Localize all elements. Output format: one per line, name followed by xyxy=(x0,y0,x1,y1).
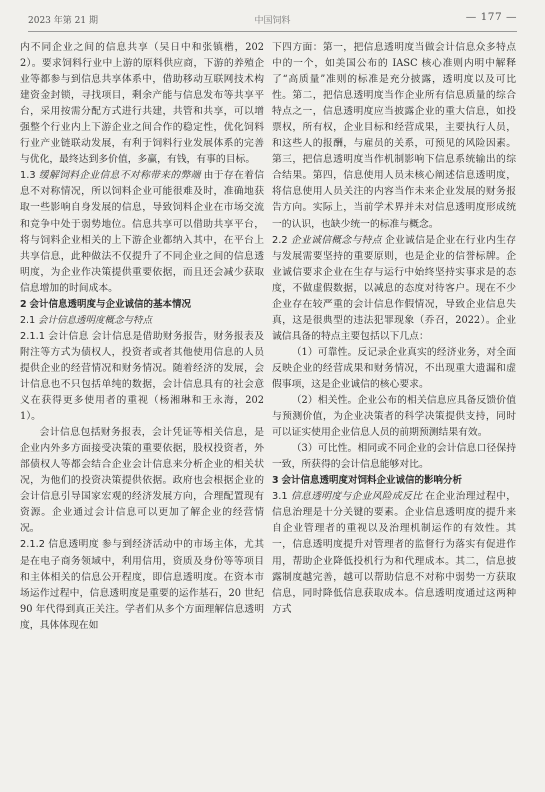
list-item: （1）可靠性。反记录企业真实的经济业务，对全面反映企业的经营成果和财务情况，不出现重大遗漏和虚假事项，这是企业诚信的核心要求。 xyxy=(272,346,516,390)
section-heading: 企业诚信概念与特点 xyxy=(290,234,382,246)
section-heading: 缓解饲料企业信息不对称带来的弊端 xyxy=(38,170,201,182)
right-column xyxy=(272,40,516,618)
section-3-1-paragraph: 3.1 信息透明度与企业风险成反比 在企业治理过程中，信息治理是十分关键的要素。企业信息透明度的提升来自企业管理者的重视以及治理机制运作的有效性。其一，信息透明度提升对管理者的监督行为落实有促进作用，帮助企业降低投机行为和代理成本。其二，信息披露制度越完善，越可以帮助信息不对称中弱势一方获取信息，同时降低信息获取成本。信息透明度通过这两种方式 xyxy=(272,491,517,615)
section-1-3-paragraph xyxy=(20,168,264,296)
section-2-1-2-paragraph: 2.1.2 信息透明度 参与到经济活动中的市场主体，尤其是在电子商务领域中，利用信用，资质及身份等等项目和主体相关的信息公开程度，即信息透明度。在资本市场运作过程中，信息透明度是重要的运作基石，20 世纪 90 年代得到真正关注。学者们从多个方面理解信息透明度，具体体现在如 xyxy=(20,539,265,631)
section-heading: 会计信息 xyxy=(47,330,89,342)
section-2-heading: 2 会计信息透明度与企业诚信的基本情况 xyxy=(20,298,191,310)
section-body: 会计信息是借助财务报告，财务报表及附注等方式为债权人，投资者或者其他使用信息的人员提供企业的经营情况和财务情况。随着经济的发展，会计信息也不只包括单纯的数据，会计信息具有的社会意义在获得更多使用者的重视（杨湘琳和王永海，2021）。 xyxy=(20,330,265,423)
paragraph: 内不同企业之间的信息共享（吴日中和张镇楷，2022）。要求饲料行业中上游的原料供应商，下游的养殖企业等都参与到信息共享体系中，借助移动互联网技术构建资金封锁，寻找项目，剩余产能与信息发布等共享平台，采用按需分配方式进行共建，共管和共享，可以增强整个行业内上下游企业之间合作的稳定性，优化饲料行业产业链联动发展，有利于饲料行业发展体系的完善与优化，最终达到多价值，多赢，有钱，有事的目标。 xyxy=(20,42,264,166)
list-item: （3）可比性。相同或不同企业的会计信息口径保持一致，所获得的会计信息能够对比。 xyxy=(272,443,516,471)
section-3-heading: 3 会计信息透明度对饲料企业诚信的影响分析 xyxy=(272,475,462,487)
header-rule xyxy=(28,31,517,32)
section-body: 在企业治理过程中，信息治理是十分关键的要素。企业信息透明度的提升来自企业管理者的重视以及治理机制运作的有效性。其一，信息透明度提升对管理者的监督行为落实有促进作用，帮助企业降低投机行为和代理成本。其二，信息披露制度越完善，越可以帮助信息不对称中弱势一方获取信息，同时降低信息获取成本。信息透明度通过这两种方式 xyxy=(272,491,517,615)
issue-label: 2023 年第 21 期 xyxy=(28,16,98,26)
running-header xyxy=(28,13,517,31)
section-number: 1.3 xyxy=(20,170,36,182)
page-number: — 177 — xyxy=(465,11,517,23)
section-2-1-heading: 2.1 会计信息透明度概念与特点 xyxy=(20,314,152,326)
section-body: 参与到经济活动中的市场主体，尤其是在电子商务领域中，利用信用，资质及身份等等项目和主体相关的信息公开程度，即信息透明度。在资本市场运作过程中，信息透明度是重要的运作基石，20 世纪 90 年代得到真正关注。学者们从多个方面理解信息透明度，具体体现在如 xyxy=(20,539,265,631)
section-heading: 信息透明度与企业风险成反比 xyxy=(290,491,423,503)
journal-name: 中国饲料 xyxy=(254,16,291,26)
left-column xyxy=(20,40,264,634)
paragraph: 会计信息包括财务报表，会计凭证等相关信息，是企业内外多方面接受决策的重要依据，股权投资者，外部债权人等都会结合企业会计信息来分析企业的相关状况，为他们的投资决策提供依据。政府也会根据企业的会计信息引导国家宏观的经济发展方向，合理配置现有资源。企业通过会计信息可以更加了解企业的经营情况。 xyxy=(20,427,264,535)
section-2-1-1-paragraph: 2.1.1 会计信息 会计信息是借助财务报告，财务报表及附注等方式为债权人，投资者或者其他使用信息的人员提供企业的经营情况和财务情况。随着经济的发展，会计信息也不只包括单纯的数据，会计信息具有的社会意义在获得更多使用者的重视（杨湘琳和王永海，2021）。 xyxy=(20,330,265,423)
section-body: 企业诚信是企业在行业内生存与发展需要坚持的重要原则，也是企业的信誉标牌。企业诚信要求企业在生存与运行中始终坚持实事求是的态度，不做虚假数据，以减息的态度对待客户。现在不少企业存在较严重的会计信息作假情况，导致企业信息失真，这是很典型的违法犯罪现象（乔召，2022）。企业诚信具备的特点主要包括以下几点： xyxy=(272,234,517,342)
section-heading: 信息透明度 xyxy=(47,539,99,551)
paragraph: 下四方面：第一，把信息透明度当做会计信息众多特点中的一个，如美国公布的 IASC 核心准则内明中解释了“高质量”准则的标准是充分披露，透明度以及可比性。第二，把信息透明度当作企业所有信息质量的综合特点之一，信息透明度应当披露企业的重大信息，如投票权，所有权，企业目标和经营成果，主要执行人员，和这些人的报酬，与雇员的关系，可预见的风险因素。第三，把信息透明度当作机制影响下信息系统输出的综合结果。第四，信息使用人员未核心阐述信息透明度，将信息使用人员关注的内容当作未来企业发展的财务报告方向。实际上，当前学术界并未对信息透明度形成统一的认识，也缺少统一的标准与概念。 xyxy=(272,42,516,230)
list-item: （2）相关性。企业公布的相关信息应具备反馈价值与预测价值，为企业决策者的科学决策提供支持，同时可以证实使用企业信息人员的前期预测结果有效。 xyxy=(272,395,516,439)
section-body: 由于存在着信息不对称情况，所以饲料企业可能很难及时，准确地获取一些影响自身发展的信息，导致饲料企业在市场交流和竞争中处于弱势地位。信息共享可以借助共享平台，将与饲料企业相关的上下游企业都纳入其中，在平台上共享信息，此种做法不仅提升了不同企业之间的信息透明度，为企业作决策提供重要依据，而且还会减少获取信息增加的时间成本。 xyxy=(20,170,265,294)
section-2-2-paragraph: 2.2 企业诚信概念与特点 企业诚信是企业在行业内生存与发展需要坚持的重要原则，也是企业的信誉标牌。企业诚信要求企业在生存与运行中始终坚持实事求是的态度，不做虚假数据，以减息的态度对待客户。现在不少企业存在较严重的会计信息作假情况，导致企业信息失真，这是很典型的违法犯罪现象（乔召，2022）。企业诚信具备的特点主要包括以下几点： xyxy=(272,234,517,342)
